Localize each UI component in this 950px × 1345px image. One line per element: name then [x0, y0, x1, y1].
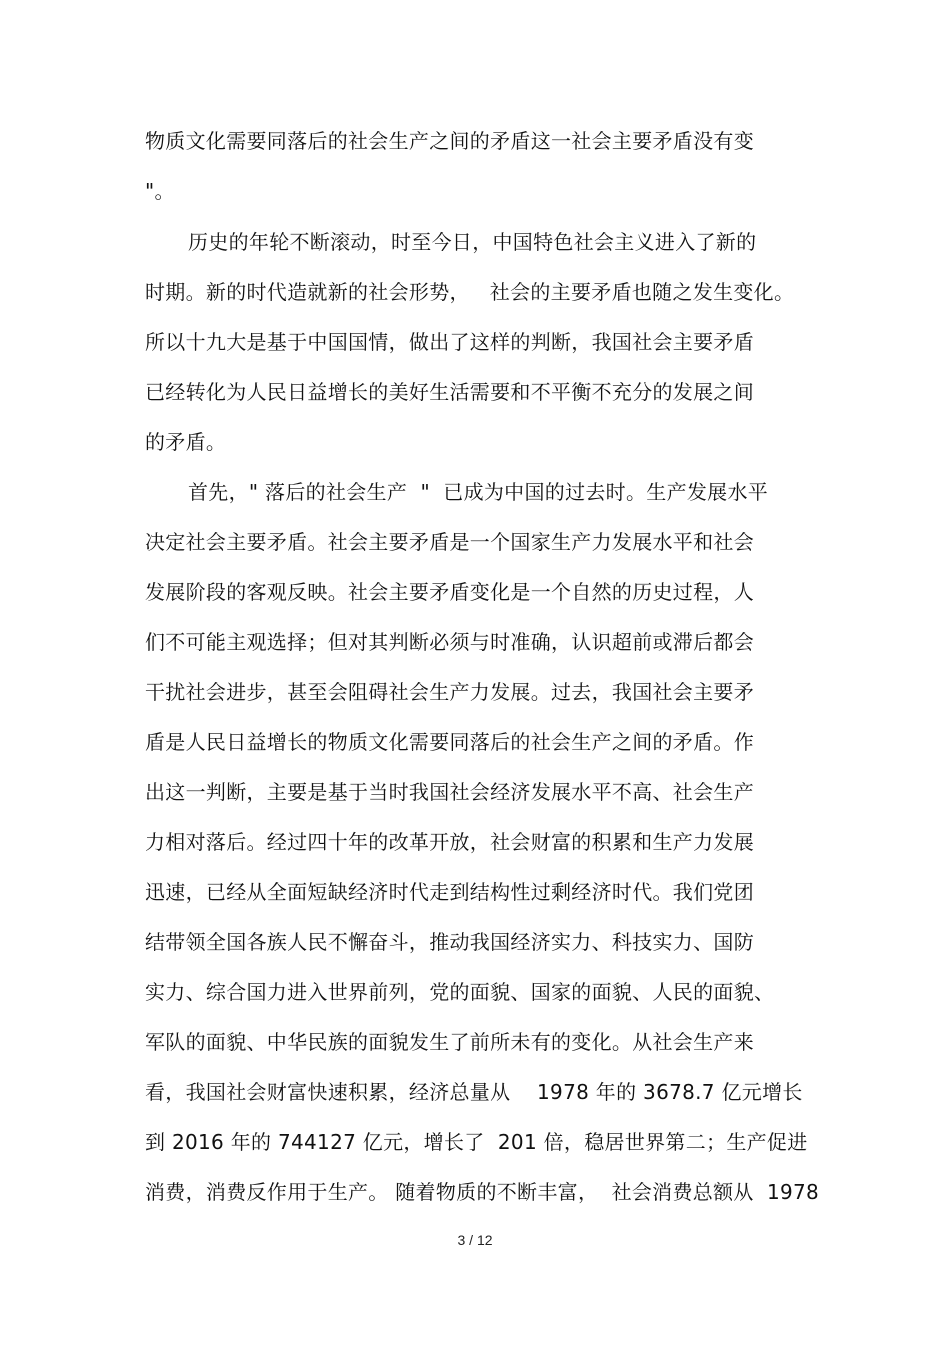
text-line: "。	[145, 179, 175, 203]
text-line: 们不可能主观选择；但对其判断必须与时准确，认识超前或滞后都会	[145, 630, 754, 654]
paragraph-first-line: 历史的年轮不断滚动，时至今日，中国特色社会主义进入了新的	[188, 230, 757, 254]
text-line: 的矛盾。	[145, 430, 227, 454]
text-line: 决定社会主要矛盾。社会主要矛盾是一个国家生产力发展水平和社会	[145, 530, 754, 554]
text-line: 结带领全国各族人民不懈奋斗，推动我国经济实力、科技实力、国防	[145, 930, 754, 954]
text-line: 时期。新的时代造就新的社会形势， 社会的主要矛盾也随之发生变化。	[145, 280, 795, 304]
text-line: 干扰社会进步，甚至会阻碍社会生产力发展。过去，我国社会主要矛	[145, 680, 754, 704]
text-line: 军队的面貌、中华民族的面貌发生了前所未有的变化。从社会生产来	[145, 1030, 754, 1054]
text-line: 物质文化需要同落后的社会生产之间的矛盾这一社会主要矛盾没有变	[145, 129, 754, 153]
text-line: 实力、综合国力进入世界前列，党的面貌、国家的面貌、人民的面貌、	[145, 980, 775, 1004]
paragraph-first-line: 首先，" 落后的社会生产 " 已成为中国的过去时。生产发展水平	[188, 480, 769, 504]
text-line: 发展阶段的客观反映。社会主要矛盾变化是一个自然的历史过程，人	[145, 580, 754, 604]
text-line: 看，我国社会财富快速积累，经济总量从 1978 年的 3678.7 亿元增长	[145, 1080, 803, 1104]
page-number: 3 / 12	[457, 1232, 493, 1248]
text-line: 到 2016 年的 744127 亿元，增长了 201 倍，稳居世界第二；生产促进	[145, 1130, 808, 1154]
text-line: 消费，消费反作用于生产。 随着物质的不断丰富， 社会消费总额从 1978	[145, 1180, 820, 1204]
text-line: 力相对落后。经过四十年的改革开放，社会财富的积累和生产力发展	[145, 830, 754, 854]
text-line: 盾是人民日益增长的物质文化需要同落后的社会生产之间的矛盾。作	[145, 730, 754, 754]
text-line: 所以十九大是基于中国国情，做出了这样的判断，我国社会主要矛盾	[145, 330, 754, 354]
text-line: 已经转化为人民日益增长的美好生活需要和不平衡不充分的发展之间	[145, 380, 754, 404]
text-line: 迅速，已经从全面短缺经济时代走到结构性过剩经济时代。我们党团	[145, 880, 754, 904]
text-line: 出这一判断，主要是基于当时我国社会经济发展水平不高、社会生产	[145, 780, 754, 804]
